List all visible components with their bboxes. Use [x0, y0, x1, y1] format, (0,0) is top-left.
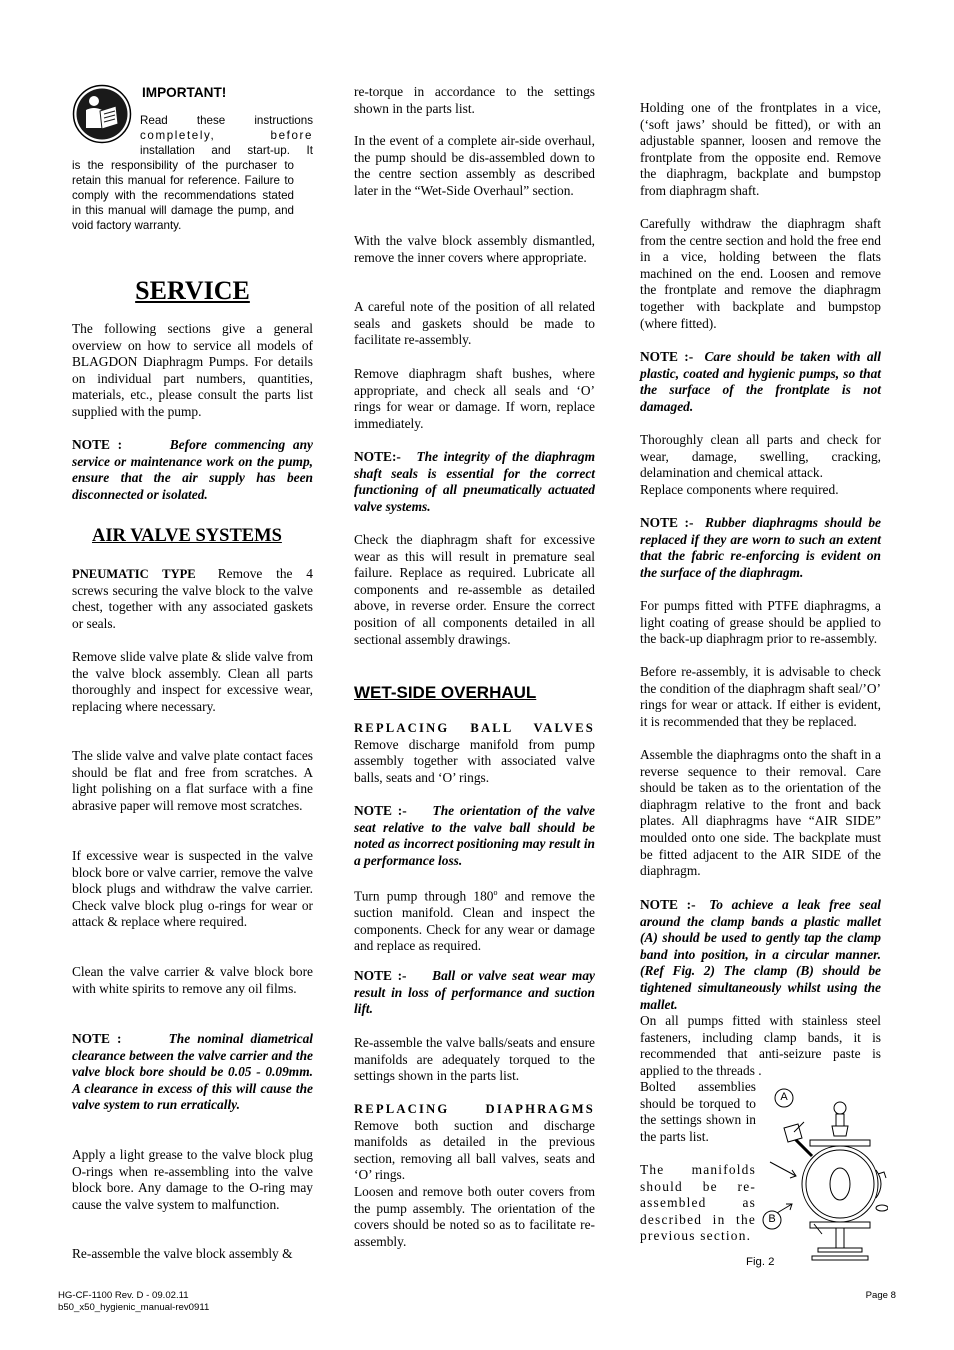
note-frontplate-surface: NOTE :- Care should be taken with all plastic, coated and hygienic pumps, so that the surface of the frontplate is not damaged.: [640, 349, 881, 414]
excessive-wear-paragraph: If excessive wear is suspected in the valve block bore or valve carrier, remove the valve block plugs and withdraw the valve carrier. Check valve block plug o-rings for wear or attack & replace where required.: [72, 848, 313, 930]
stainless-fasteners-paragraph: On all pumps fitted with stainless steel fasteners, including clamp bands, it is recommended that anti-seizure paste is applied to the threads .: [640, 1013, 881, 1078]
footer-left: [58, 1290, 209, 1314]
note-ball-wear: NOTE :- Ball or valve seat wear may result in loss of performance and suction lift.: [354, 968, 595, 1017]
careful-note-paragraph: A careful note of the position of all related seals and gaskets should be made to facilitate re-assembly.: [354, 299, 595, 348]
diaphragms-heading: REPLACING DIAPHRAGMS: [354, 1102, 595, 1116]
fig2-label-a: A: [780, 1091, 788, 1103]
note-disconnect: [72, 437, 313, 503]
reassemble-paragraph: Re-assemble the valve block assembly &: [72, 1246, 293, 1261]
grease-paragraph: Apply a light grease to the valve block plug O-rings when re-assembling into the valve block bore. Any damage to the O-ring may cause the valve system to malfunction.: [72, 1147, 313, 1212]
clean-parts-paragraph: Thoroughly clean all parts and check for wear, damage, swelling, cracking, delamination and chemical attack. Replace components where required.: [640, 432, 881, 497]
shaft-bushes-paragraph: Remove diaphragm shaft bushes, where appropriate, and check all seals and ‘O’ rings for wear or damage. If worn, replace immediately.: [354, 366, 595, 431]
slide-valve-paragraph: Remove slide valve plate & slide valve from the valve block assembly. Clean all parts thoroughly and inspect for excessive wear, replacing where necessary.: [72, 649, 313, 714]
footer-file-name: b50_x50_hygienic_manual-rev0911: [58, 1302, 210, 1313]
read-manual-icon: [72, 84, 132, 144]
note-clearance: NOTE : The nominal diametrical clearance between the valve carrier and the valve block bore should be 0.05 - 0.09mm. A clearance in excess of this will cause the valve system to run erratically.: [72, 1031, 313, 1113]
service-title: SERVICE: [135, 276, 250, 305]
pneumatic-paragraph: PNEUMATIC TYPE Remove the 4 screws securing the valve block to the valve chest, together with any associated gaskets or seals.: [72, 566, 314, 631]
diaphragms-paragraph: REPLACING DIAPHRAGMS Remove both suction and discharge manifolds as detailed in the previous section, removing all ball valves, seats and ‘O’ rings.: [354, 1102, 595, 1183]
ball-valves-paragraph: REPLACING BALL VALVES Remove discharge manifold from pump assembly together with associated valve balls, seats and ‘O’ rings.: [354, 721, 595, 785]
wet-side-title: WET-SIDE OVERHAUL: [354, 683, 537, 702]
air-side-overhaul-paragraph: In the event of a complete air-side overhaul, the pump should be dis-assembled down to the centre section assembly as described later in the “Wet-Side Overhaul” section.: [354, 133, 595, 198]
important-line-1: Read these instructions: [140, 114, 313, 127]
service-intro: The following sections give a general overview on how to service all models of BLAGDON Diaphragm Pumps. For details on individual part numbers, quantities, materials, etc., please consult the parts list supplied with the pump.: [72, 321, 313, 419]
air-valve-title: AIR VALVE SYSTEMS: [92, 526, 282, 546]
outer-covers-paragraph: Loosen and remove both outer covers from the pump assembly. The orientation of the covers should be noted so as to facilitate re-assembly.: [354, 1184, 595, 1249]
inner-covers-paragraph: With the valve block assembly dismantled, remove the inner covers where appropriate.: [354, 233, 595, 265]
before-reassembly-paragraph: Before re-assembly, it is advisable to check the condition of the diaphragm shaft seal/’O’ rings for wear or attack. If either is evident, it is recommended that they be replaced.: [640, 664, 881, 729]
assemble-diaphragms-paragraph: Assemble the diaphragms onto the shaft in a reverse sequence to their removal. Care should be taken as to the orientation of the diaphragm relative to the front and back plates. All diaphragms have “AIR SIDE” moulded onto one side. The backplate must be fitted adjacent to the AIR SIDE of the diaphragm.: [640, 747, 881, 879]
clean-carrier-paragraph: Clean the valve carrier & valve block bore with white spirits to remove any oil films.: [72, 964, 313, 996]
important-line-2: completely, before: [140, 129, 313, 142]
pneumatic-label: PNEUMATIC TYPE: [72, 567, 196, 581]
note-label: NOTE :: [72, 437, 123, 452]
footer-doc-ref: HG-CF-1100 Rev. D - 09.02.11: [58, 1290, 189, 1301]
ball-valves-heading: REPLACING BALL VALVES: [354, 721, 595, 735]
note-shaft-seals: NOTE:- The integrity of the diaphragm shaft seals is essential for the correct functioning of all pneumatically actuated valve systems.: [354, 449, 595, 514]
frontplate-vice-paragraph: Holding one of the frontplates in a vice, (‘soft jaws’ should be fitted), or with an adjustable spanner, loosen and remove the frontplate from the opposite end. Remove the diaphragm, backplate and bumpstop from diaphragm shaft.: [640, 100, 881, 198]
note-leak-free-seal: NOTE :- To achieve a leak free seal around the clamp bands a plastic mallet (A) should be used to gently tap the clamp band into position, in a circular manner. (Ref Fig. 2) The clamp (B) should be tightened simultaneously whilst using the mallet.: [640, 897, 881, 1012]
note-body: Before commencing any service or maintenance work on the pump, ensure that the air supply has been disconnected or isolated.: [72, 437, 313, 502]
fig2-label-b: B: [768, 1213, 776, 1225]
contact-faces-paragraph: The slide valve and valve plate contact faces should be flat and free from scratches. A light polishing on a flat surface with a fine abrasive paper will remove most scratches.: [72, 748, 313, 813]
fig2-pump-drawing: [762, 1084, 888, 1274]
turn-pump-paragraph: Turn pump through 180$^o$ and remove the suction manifold. Clean and inspect the components. Check for any wear or damage and replace as required.: [354, 888, 595, 954]
retorque-paragraph: re-torque in accordance to the settings shown in the parts list.: [354, 84, 595, 116]
important-text: is the responsibility of the purchaser to retain this manual for reference. Failure to comply with the recommendations stated in this manual will damage the pump, and void factory warranty.: [72, 159, 294, 232]
reassemble-balls-paragraph: Re-assemble the valve balls/seats and ensure manifolds are adequately torqued to the settings shown in the parts list.: [354, 1035, 595, 1084]
note-rubber-diaphragms: NOTE :- Rubber diaphragms should be replaced if they are worn to such an extent that the fabric re-enforcing is evident on the surface of the diaphragm.: [640, 515, 881, 580]
ptfe-paragraph: For pumps fitted with PTFE diaphragms, a light coating of grease should be applied to the back-up diaphragm prior to re-assembly.: [640, 598, 881, 647]
withdraw-shaft-paragraph: Carefully withdraw the diaphragm shaft from the centre section and hold the free end in a vice, holding between the flats machined on the end. Loosen and remove the frontplate and remove the diaphragm together with backplate and bumpstop (where fitted).: [640, 216, 881, 331]
fig2-caption: Fig. 2: [746, 1256, 775, 1268]
note-orientation: NOTE :- The orientation of the valve seat relative to the valve ball should be noted as incorrect positioning may result in a performance loss.: [354, 803, 595, 868]
check-shaft-paragraph: Check the diaphragm shaft for excessive wear as this will result in premature seal failure. Replace as required. Lubricate all components and re-assemble as detailed above, in reverse order. Ensure the correct position of all components detailed in all sectional assembly drawings.: [354, 532, 595, 647]
footer-page-number: Page 8: [865, 1290, 896, 1301]
bolted-assemblies-paragraph: Bolted assemblies should be torqued to the settings shown in the parts list.: [640, 1079, 756, 1144]
important-heading: IMPORTANT!: [142, 85, 227, 100]
manifolds-paragraph: The manifolds should be re-assembled as described in the previous section.: [640, 1162, 756, 1244]
important-line-3: installation and start-up. It: [140, 144, 313, 157]
